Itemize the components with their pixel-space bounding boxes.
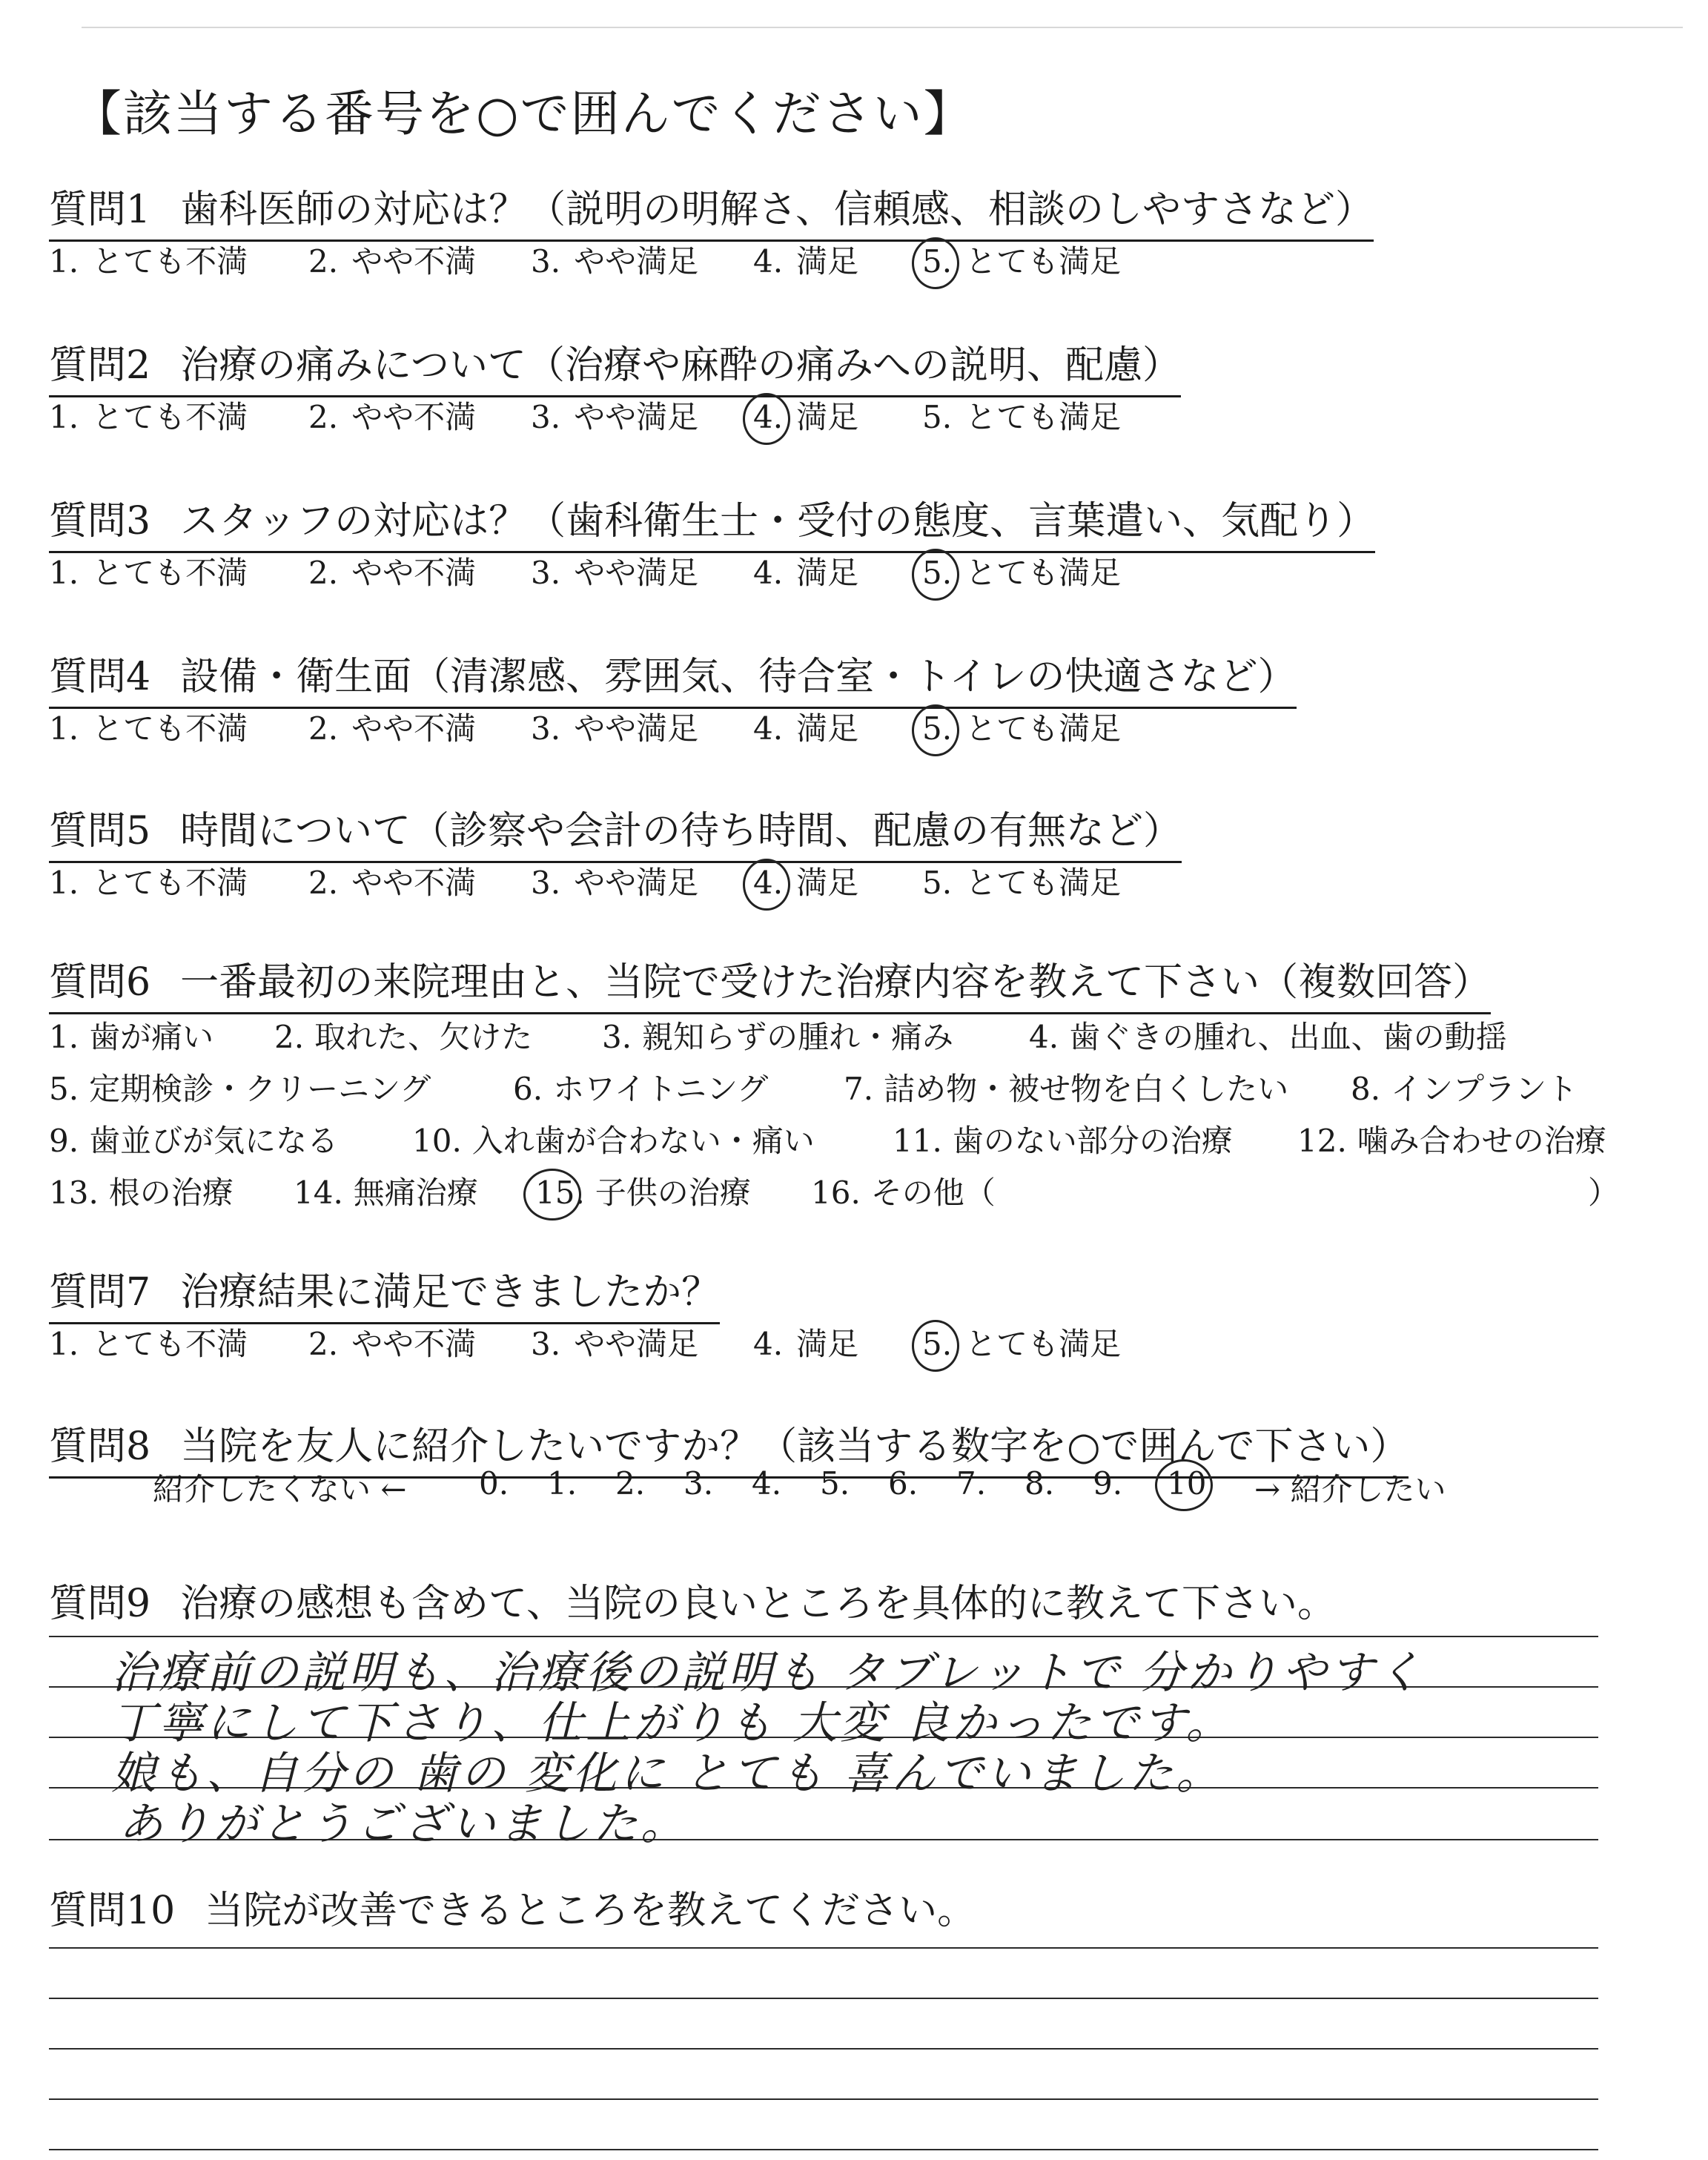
selection-circle: 5. [922, 1326, 953, 1362]
selection-circle: 5. [922, 710, 953, 747]
question-10-title [49, 1879, 976, 1941]
scale-10-selected[interactable] [1167, 1465, 1206, 1502]
scale-7[interactable]: 7. [956, 1465, 987, 1502]
question-text: 治療の痛みについて（治療や麻酔の痛みへの説明、配慮） [180, 343, 1182, 388]
option-3[interactable]: 3. やや満足 [531, 555, 699, 591]
question-6-title [49, 951, 1491, 1014]
question-text: 治療結果に満足できましたか？ [180, 1270, 721, 1315]
option-2[interactable]: 2. やや不満 [308, 1326, 477, 1362]
scale-4[interactable]: 4. [752, 1465, 782, 1502]
question-text: 当院を友人に紹介したいですか？（該当する数字を○で囲んで下さい） [180, 1424, 1409, 1469]
option-5-selected[interactable]: 5. とても満足 [922, 243, 1122, 280]
handwritten-line-1: 治療前の説明も、治療後の説明も タブレットで 分かりやすく [111, 1647, 1425, 1699]
option-4[interactable]: 4. 満足 [753, 1326, 859, 1362]
question-text: 歯科医師の対応は？（説明の明解さ、信頼感、相談のしやすさなど） [180, 188, 1374, 232]
question-text: 一番最初の来院理由と、当院で受けた治療内容を教えて下さい（複数回答） [180, 960, 1492, 1005]
question-number: 質問6 [49, 960, 151, 1005]
scale-2[interactable]: 2. [615, 1465, 646, 1502]
question-number: 質問9 [49, 1582, 151, 1626]
option-5-selected[interactable]: 5. とても満足 [922, 555, 1122, 591]
scale-8[interactable]: 8. [1025, 1465, 1055, 1502]
question-7-title [49, 1261, 720, 1324]
scale-6[interactable]: 6. [888, 1465, 918, 1502]
answer-line [49, 1998, 1598, 1999]
answer-line [49, 2098, 1598, 2100]
option-3[interactable]: 3. やや満足 [531, 1326, 699, 1362]
selection-circle: 15. [535, 1175, 585, 1211]
handwritten-line-2: 丁寧にして下さり、仕上がりも 大変 良かったです。 [111, 1697, 1234, 1749]
question-number: 質問7 [49, 1270, 151, 1315]
question-3-title [49, 489, 1375, 553]
option-4-selected[interactable]: 4. 満足 [753, 865, 859, 901]
option-10[interactable]: 10. 入れ歯が合わない・痛い [412, 1123, 815, 1159]
instruction-heading: 【該当する番号を○で囲んでください】 [73, 85, 974, 142]
option-1[interactable]: 1. 歯が痛い [49, 1019, 214, 1055]
selection-circle: 4. [753, 399, 784, 435]
selection-circle: 10 [1167, 1465, 1207, 1502]
question-text: 当院が改善できるところを教えてください。 [205, 1889, 976, 1933]
option-1[interactable]: 1. とても不満 [49, 243, 248, 280]
option-4[interactable]: 4. 満足 [753, 555, 859, 591]
question-text: 治療の感想も含めて、当院の良いところを具体的に教えて下さい。 [180, 1582, 1337, 1626]
scale-3[interactable]: 3. [683, 1465, 714, 1502]
handwritten-line-4: ありがとうございました。 [119, 1798, 688, 1850]
option-14[interactable]: 14. 無痛治療 [294, 1175, 478, 1211]
handwritten-line-3: 娘も、自分の 歯の 変化に とても 喜んでいました。 [111, 1748, 1224, 1800]
option-4-selected[interactable]: 4. 満足 [753, 399, 859, 435]
option-3[interactable]: 3. やや満足 [531, 243, 699, 280]
question-9-title [49, 1572, 1336, 1634]
question-1-title [49, 178, 1374, 242]
selection-circle: 4. [753, 865, 784, 901]
option-1[interactable]: 1. とても不満 [49, 399, 248, 435]
option-5-selected[interactable]: 5. とても満足 [922, 1326, 1122, 1362]
option-8[interactable]: 8. インプラント [1351, 1071, 1578, 1107]
option-2[interactable]: 2. やや不満 [308, 710, 477, 747]
scale-5[interactable]: 5. [820, 1465, 850, 1502]
option-5-selected[interactable]: 5. とても満足 [922, 710, 1122, 747]
option-2[interactable]: 2. やや不満 [308, 865, 477, 901]
question-text: スタッフの対応は？（歯科衛生士・受付の態度、言葉遣い、気配り） [180, 499, 1376, 544]
option-3[interactable]: 3. やや満足 [531, 710, 699, 747]
option-15-selected[interactable]: 15. 子供の治療 [535, 1175, 751, 1211]
answer-line [49, 2149, 1598, 2150]
answer-line [49, 2048, 1598, 2050]
option-5[interactable]: 5. とても満足 [922, 399, 1122, 435]
question-4-title [49, 645, 1297, 709]
option-12[interactable]: 12. 噛み合わせの治療 [1297, 1123, 1606, 1159]
option-13[interactable]: 13. 根の治療 [49, 1175, 234, 1211]
option-2[interactable]: 2. やや不満 [308, 555, 477, 591]
question-number: 質問2 [49, 343, 151, 388]
scale-right-label: → 紹介したい [1254, 1471, 1446, 1507]
option-2[interactable]: 2. 取れた、欠けた [274, 1019, 533, 1055]
question-5-title [49, 799, 1182, 863]
option-5[interactable]: 5. とても満足 [922, 865, 1122, 901]
question-number: 質問1 [49, 188, 151, 232]
option-1[interactable]: 1. とても不満 [49, 555, 248, 591]
option-6[interactable]: 6. ホワイトニング [513, 1071, 769, 1107]
selection-circle: 5. [922, 243, 953, 280]
option-4[interactable]: 4. 歯ぐきの腫れ、出血、歯の動揺 [1029, 1019, 1507, 1055]
scale-1[interactable]: 1. [547, 1465, 577, 1502]
option-1[interactable]: 1. とても不満 [49, 1326, 248, 1362]
option-2[interactable]: 2. やや不満 [308, 399, 477, 435]
option-1[interactable]: 1. とても不満 [49, 710, 248, 747]
option-3[interactable]: 3. やや満足 [531, 399, 699, 435]
other-close-paren: ） [1588, 1175, 1620, 1211]
option-1[interactable]: 1. とても不満 [49, 865, 248, 901]
option-2[interactable]: 2. やや不満 [308, 243, 477, 280]
option-4[interactable]: 4. 満足 [753, 243, 859, 280]
scale-left-label: 紹介したくない ← [153, 1471, 407, 1507]
question-number: 質問8 [49, 1424, 151, 1469]
question-number: 質問10 [49, 1889, 176, 1933]
option-3[interactable]: 3. 親知らずの腫れ・痛み [602, 1019, 954, 1055]
option-5[interactable]: 5. 定期検診・クリーニング [49, 1071, 431, 1107]
option-11[interactable]: 11. 歯のない部分の治療 [893, 1123, 1233, 1159]
option-9[interactable]: 9. 歯並びが気になる [49, 1123, 339, 1159]
question-text: 設備・衛生面（清潔感、雰囲気、待合室・トイレの快適さなど） [180, 655, 1297, 699]
question-number: 質問4 [49, 655, 151, 699]
question-number: 質問3 [49, 499, 151, 544]
question-2-title [49, 334, 1181, 397]
option-7[interactable]: 7. 詰め物・被せ物を白くしたい [844, 1071, 1289, 1107]
option-16[interactable]: 16. その他（ [811, 1175, 996, 1211]
option-4[interactable]: 4. 満足 [753, 710, 859, 747]
scale-0[interactable]: 0. [479, 1465, 509, 1502]
question-number: 質問5 [49, 809, 151, 853]
answer-line [49, 1947, 1598, 1949]
selection-circle: 5. [922, 555, 953, 591]
question-text: 時間について（診察や会計の待ち時間、配慮の有無など） [180, 809, 1182, 853]
option-3[interactable]: 3. やや満足 [531, 865, 699, 901]
scale-9[interactable]: 9. [1093, 1465, 1123, 1502]
scan-edge-line [82, 27, 1683, 28]
